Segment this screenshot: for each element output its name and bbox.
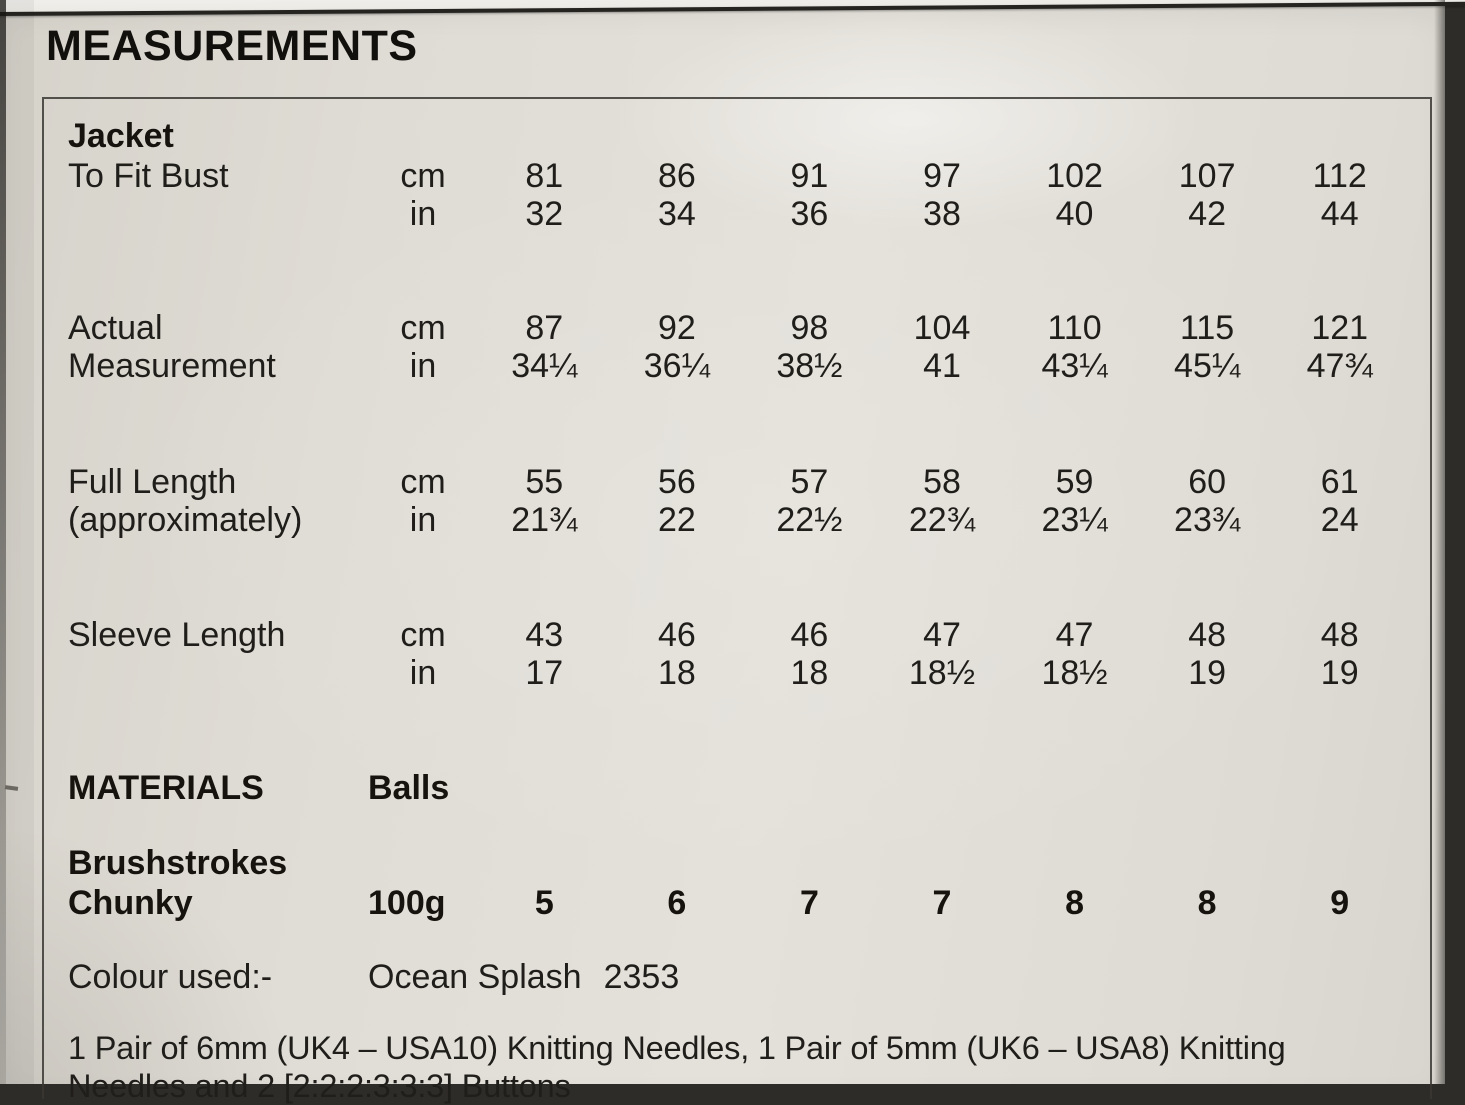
- value-in: 34¼: [511, 347, 578, 385]
- value-in: 43¼: [1041, 347, 1108, 385]
- size-cell: [876, 309, 1009, 385]
- measurement-row-full-length: [68, 463, 1406, 539]
- size-cell: [478, 463, 611, 539]
- value-in: 19: [1188, 654, 1227, 692]
- balls-count: 6: [667, 884, 687, 922]
- value-cm: 110: [1047, 309, 1102, 347]
- value-cm: 47: [1055, 616, 1094, 654]
- size-cell: [1273, 157, 1406, 233]
- measurements-box: [42, 97, 1432, 1099]
- value-cm: 91: [790, 157, 829, 195]
- value-cm: 97: [923, 157, 961, 195]
- size-cell: [876, 157, 1009, 233]
- value-in: 47¾: [1306, 347, 1373, 385]
- unit-column: [368, 463, 478, 539]
- unit-in: in: [409, 654, 437, 692]
- yarn-name-line2: Chunky: [68, 884, 193, 922]
- unit-in: in: [409, 501, 437, 539]
- colour-code: 2353: [603, 958, 680, 996]
- value-in: 21¾: [511, 501, 578, 539]
- row-label: [68, 616, 368, 692]
- value-in: 41: [923, 347, 961, 385]
- yarn-name-line1: Brushstrokes: [68, 844, 288, 882]
- yarn-row: [68, 843, 1406, 923]
- row-label: [68, 157, 368, 233]
- balls-column-heading: Balls: [368, 769, 450, 807]
- garment-heading: Jacket: [68, 117, 174, 155]
- value-cm: 92: [657, 309, 696, 347]
- row-label-line1: Actual: [68, 309, 163, 347]
- balls-cell: [611, 843, 744, 923]
- value-in: 22¾: [908, 501, 976, 539]
- balls-count: 8: [1197, 884, 1217, 922]
- size-cell: [743, 616, 876, 692]
- value-in: 18: [790, 654, 829, 692]
- colour-name: Ocean Splash: [368, 958, 582, 996]
- row-label-line2: (approximately): [68, 501, 303, 539]
- value-cm: 81: [525, 157, 564, 195]
- size-cell: [743, 157, 876, 233]
- balls-cell: [1273, 843, 1406, 923]
- value-in: 45¼: [1174, 347, 1241, 385]
- value-cm: 107: [1178, 157, 1236, 195]
- size-cell: [1273, 309, 1406, 385]
- size-cell: [478, 616, 611, 692]
- size-cell: [1008, 157, 1141, 233]
- value-cm: 121: [1311, 309, 1369, 347]
- value-cm: 86: [657, 157, 696, 195]
- size-cell: [1008, 463, 1141, 539]
- size-cell: [611, 463, 744, 539]
- yarn-name: [68, 843, 368, 923]
- value-in: 32: [525, 195, 564, 233]
- size-cell: [1141, 157, 1274, 233]
- size-cell: [876, 616, 1009, 692]
- value-cm: 46: [657, 616, 696, 654]
- size-cell: [1141, 463, 1274, 539]
- value-in: 18: [657, 654, 696, 692]
- value-cm: 58: [923, 463, 961, 501]
- value-cm: 48: [1188, 616, 1227, 654]
- value-in: 22½: [776, 501, 843, 539]
- colour-row: [68, 957, 1406, 997]
- balls-cell: [743, 843, 876, 923]
- value-in: 18½: [908, 654, 976, 692]
- row-label-line1: To Fit Bust: [68, 157, 229, 195]
- value-in: 44: [1320, 195, 1359, 233]
- value-cm: 55: [525, 463, 564, 501]
- size-cell: [478, 157, 611, 233]
- value-in: 19: [1320, 654, 1359, 692]
- measurement-row-to-fit-bust: [68, 157, 1406, 233]
- value-cm: 60: [1188, 463, 1227, 501]
- value-in: 40: [1055, 195, 1094, 233]
- unit-cm: cm: [400, 616, 446, 654]
- left-edge-shadow: [0, 0, 6, 1084]
- row-label-line2: Measurement: [68, 347, 276, 385]
- value-in: 23¼: [1041, 501, 1108, 539]
- value-in: 23¾: [1174, 501, 1241, 539]
- size-cell: [876, 463, 1009, 539]
- value-cm: 46: [790, 616, 829, 654]
- size-cell: [611, 309, 744, 385]
- row-label: [68, 309, 368, 385]
- balls-count: 9: [1330, 884, 1350, 922]
- row-label: [68, 463, 368, 539]
- size-cell: [1141, 309, 1274, 385]
- size-cell: [1008, 616, 1141, 692]
- row-label-line2: [68, 654, 368, 692]
- right-edge-shadow: [1434, 0, 1445, 1084]
- row-label-line1: Sleeve Length: [68, 616, 286, 654]
- needles-note-line1: 1 Pair of 6mm (UK4 – USA10) Knitting Needles, 1 Pair of 5mm (UK6 – USA8) Knitting: [68, 1030, 1286, 1066]
- value-in: 38: [923, 195, 961, 233]
- ball-weight-column: [368, 843, 478, 923]
- colour-label: Colour used:-: [68, 958, 273, 996]
- unit-cm: cm: [400, 157, 446, 195]
- balls-cell: [1141, 843, 1274, 923]
- colour-value: [368, 957, 876, 997]
- balls-cell: [1008, 843, 1141, 923]
- size-cell: [743, 463, 876, 539]
- row-label-line1: Full Length: [68, 463, 237, 501]
- value-cm: 87: [525, 309, 564, 347]
- balls-cell: [478, 843, 611, 923]
- size-cell: [1141, 616, 1274, 692]
- size-cell: [611, 616, 744, 692]
- balls-cell: [876, 843, 1009, 923]
- value-cm: 48: [1320, 616, 1359, 654]
- unit-in: in: [409, 347, 437, 385]
- measurement-row-actual-measurement: [68, 309, 1406, 385]
- value-cm: 61: [1320, 463, 1359, 501]
- value-cm: 43: [525, 616, 564, 654]
- value-cm: 112: [1312, 157, 1367, 195]
- value-in: 42: [1188, 195, 1227, 233]
- value-in: 17: [525, 654, 564, 692]
- materials-heading: MATERIALS: [68, 769, 264, 807]
- value-cm: 56: [657, 463, 696, 501]
- unit-column: [368, 616, 478, 692]
- size-cell: [1273, 463, 1406, 539]
- unit-column: [368, 309, 478, 385]
- unit-cm: cm: [400, 309, 446, 347]
- value-in: 18½: [1041, 654, 1108, 692]
- measurement-row-sleeve-length: [68, 616, 1406, 692]
- value-in: 24: [1320, 501, 1359, 539]
- unit-cm: cm: [400, 463, 446, 501]
- value-cm: 57: [790, 463, 829, 501]
- size-cell: [478, 309, 611, 385]
- value-cm: 47: [923, 616, 961, 654]
- needles-note-line2: Needles and 2 [2:2:2:3:3:3] Buttons: [68, 1068, 571, 1104]
- size-cell: [743, 309, 876, 385]
- page-top-edge: [0, 0, 1465, 16]
- balls-count: 7: [932, 884, 952, 922]
- value-in: 38½: [776, 347, 843, 385]
- size-cell: [1273, 616, 1406, 692]
- unit-column: [368, 157, 478, 233]
- value-cm: 115: [1180, 309, 1235, 347]
- value-in: 36: [790, 195, 829, 233]
- page-title: MEASUREMENTS: [46, 22, 418, 70]
- materials-header-row: [68, 769, 1406, 807]
- value-cm: 102: [1046, 157, 1103, 195]
- ball-weight: 100g: [368, 884, 446, 922]
- value-cm: 104: [913, 309, 971, 347]
- balls-count: 8: [1065, 884, 1085, 922]
- size-cell: [611, 157, 744, 233]
- value-cm: 59: [1055, 463, 1094, 501]
- row-label-line2: [68, 195, 368, 233]
- value-in: 34: [657, 195, 696, 233]
- value-in: 36¼: [643, 347, 710, 385]
- balls-count: 5: [534, 884, 554, 922]
- balls-count: 7: [799, 884, 819, 922]
- value-cm: 98: [790, 309, 829, 347]
- unit-in: in: [409, 195, 437, 233]
- value-in: 22: [657, 501, 696, 539]
- size-cell: [1008, 309, 1141, 385]
